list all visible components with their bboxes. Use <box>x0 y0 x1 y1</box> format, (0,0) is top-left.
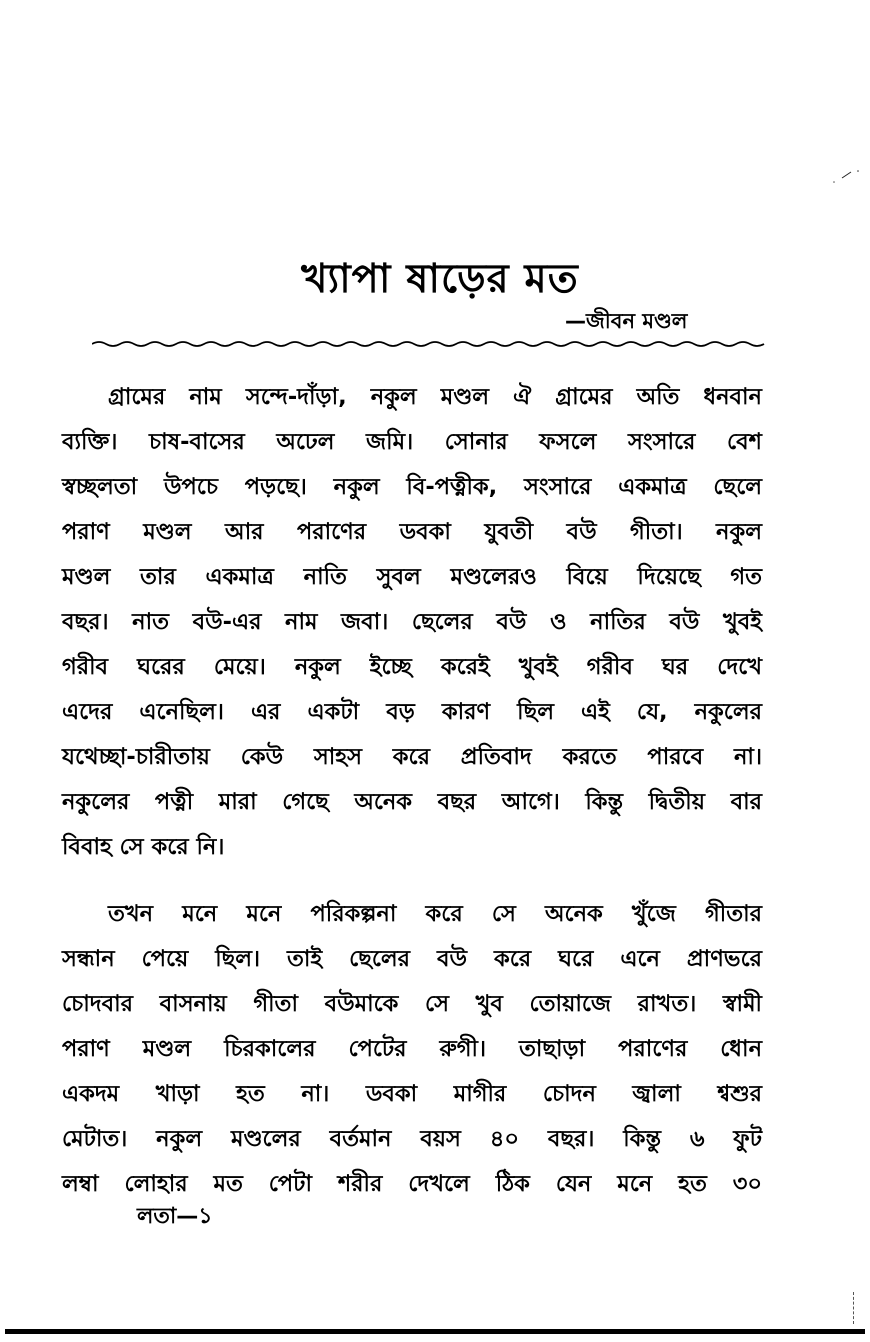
scan-edge-artifact <box>853 1292 857 1324</box>
text-line: মেটাত। নকুল মণ্ডলের বর্তমান বয়স ৪০ বছর। কিন্তু ৬ ফুট <box>62 1126 762 1152</box>
page-bottom-edge <box>5 1329 865 1334</box>
text-line: বিবাহ সে করে নি। <box>62 834 225 860</box>
text-line: ব্যক্তি। চাষ-বাসের অঢেল জমি। সোনার ফসলে সংসারে বেশ <box>62 429 762 455</box>
text-line: যথেচ্ছা-চারীতায় কেউ সাহস করে প্রতিবাদ করতে পারবে না। <box>62 744 762 770</box>
text-line: তখন মনে মনে পরিকল্পনা করে সে অনেক খুঁজে গীতার <box>108 901 762 927</box>
text-line: গরীব ঘরের মেয়ে। নকুল ইচ্ছে করেই খুবই গরীব ঘর দেখে <box>62 654 762 680</box>
text-line: এদের এনেছিল। এর একটা বড় কারণ ছিল এই যে, নকুলের <box>62 699 762 725</box>
text-line: একদম খাড়া হত না। ডবকা মাগীর চোদন জ্বালা শ্বশুর <box>62 1081 762 1107</box>
author-byline: —জীবন মণ্ডল <box>565 309 688 333</box>
text-line: চোদবার বাসনায় গীতা বউমাকে সে খুব তোয়াজে রাখত। স্বামী <box>62 991 762 1017</box>
text-line: বছর। নাত বউ-এর নাম জবা। ছেলের বউ ও নাতির বউ খুবই <box>62 609 762 635</box>
text-line: পরাণ মণ্ডল আর পরাণের ডবকা যুবতী বউ গীতা। নকুল <box>62 519 762 545</box>
text-line: নকুলের পত্নী মারা গেছে অনেক বছর আগে। কিন্তু দ্বিতীয় বার <box>62 789 762 815</box>
paragraph-spacer <box>62 870 762 892</box>
page-signature: লতা—১ <box>137 1204 213 1229</box>
wavy-divider <box>92 336 767 350</box>
text-line: মণ্ডল তার একমাত্র নাতি সুবল মণ্ডলেরও বিয়ে দিয়েছে গত <box>62 564 762 590</box>
text-line: পরাণ মণ্ডল চিরকালের পেটের রুগী। তাছাড়া পরাণের ধোন <box>62 1036 762 1062</box>
scan-artifact <box>832 168 862 188</box>
text-line: লম্বা লোহার মত পেটা শরীর দেখলে ঠিক যেন মনে হত ৩০ <box>62 1171 762 1197</box>
text-line: গ্রামের নাম সন্দে-দাঁড়া, নকুল মণ্ডল ঐ গ্রামের অতি ধনবান <box>108 384 762 410</box>
text-line: সন্ধান পেয়ে ছিল। তাই ছেলের বউ করে ঘরে এনে প্রাণভরে <box>62 946 762 972</box>
paragraph-2 <box>62 892 762 1207</box>
story-body <box>62 375 762 1207</box>
text-line: স্বচ্ছলতা উপচে পড়ছে। নকুল বি-পত্নীক, সংসারে একমাত্র ছেলে <box>62 474 762 500</box>
story-title: খ্যাপা ষাড়ের মত <box>301 255 579 302</box>
paragraph-1 <box>62 375 762 870</box>
